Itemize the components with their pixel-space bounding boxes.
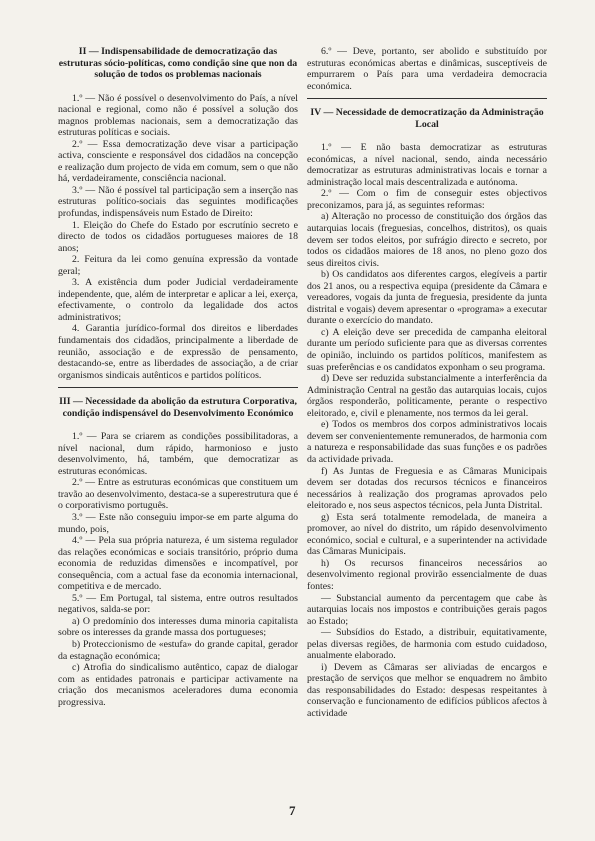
- paragraph: 1.º — Não é possível o desenvolvimento do País, a nível nacional e regional, como não é possível a solução dos magnos problemas nacionais, sem a democratização das estruturas políticas e sociais.: [58, 92, 298, 139]
- page-number: 7: [289, 803, 296, 818]
- section-heading-ii: II — Indispensabilidade de democratização das estruturas sócio-políticas, como condição sine que non da solução de todos os problemas nacionais: [58, 46, 298, 80]
- paragraph: 2.º — Essa democratização deve visar a participação activa, consciente e responsável dos cidadãos na concepção e realização dum projecto de vida em comum, sem o que não há, verdadeiramente, consciência nacional.: [58, 138, 298, 185]
- paragraph: b) Proteccionismo de «estufa» do grande capital, gerador da estagnação económica;: [58, 639, 298, 662]
- paragraph: 2.º — Com o fim de conseguir estes objectivos preconizamos, para já, as seguintes reformas:: [307, 188, 547, 211]
- paragraph: 1.º — Para se criarem as condições possibilitadoras, a nível nacional, dum rápido, harmonioso e justo desenvolvimento, há, também, que democratizar as estruturas económicas.: [58, 431, 298, 477]
- paragraph: 2.º — Entre as estruturas económicas que constituem um travão ao desenvolvimento, destaca-se a superestrutura que é o corporativismo português.: [58, 477, 298, 512]
- paragraph: 1.º — E não basta democratizar as estruturas económicas, a nível nacional, sendo, ainda necessário democratizar as estruturas administrativas locais e tornar a administração local mais descentralizada e autónoma.: [307, 142, 547, 188]
- paragraph: 1. Eleição do Chefe do Estado por escrutínio secreto e directo de todos os cidadãos portugueses maiores de 18 anos;: [58, 219, 298, 254]
- paragraph: a) Alteração no processo de constituição dos órgãos das autarquias locais (freguesias, concelhos, distritos), os quais devem ser todos eleitos, por sufrágio directo e secreto, por todos os cidadãos maiores de 18 anos, no pleno gozo dos seus direitos civis.: [307, 211, 547, 269]
- paragraph: h) Os recursos financeiros necessários ao desenvolvimento regional provirão essencialmente de duas fontes:: [307, 557, 547, 592]
- paragraph: d) Deve ser reduzida substancialmente a interferência da Administração Central na gestão das autarquias locais, cujos órgãos responderão, politicamente, perante o respectivo eleitorado, e, civil e plenamente, nos termos da lei geral.: [307, 373, 547, 419]
- paragraph: e) Todos os membros dos corpos administrativos locais devem ser convenientemente remunerados, de harmonia com a natureza e responsabilidade das suas funções e os padrões da actividade privada.: [307, 419, 547, 465]
- paragraph: — Subsídios do Estado, a distribuir, equitativamente, pelas diversas regiões, de harmonia com estudo cuidadoso, anualmente elaborado.: [307, 627, 547, 662]
- paragraph: b) Os candidatos aos diferentes cargos, elegíveis a partir dos 21 anos, ou a respectiva equipa (presidente da Câmara e vereadores, vogais da junta de freguesia, presidente da junta distrital e vogais) devem apresentar o «programa» a executar durante o exercício do mandato.: [307, 269, 547, 327]
- paragraph: — Substancial aumento da percentagem que cabe às autarquias locais nos impostos e contribuições gerais pagos ao Estado;: [307, 592, 547, 627]
- paragraph: 2. Feitura da lei como genuína expressão da vontade geral;: [58, 254, 298, 277]
- paragraph: 4.º — Pela sua própria natureza, é um sistema regulador das relações económicas e sociais transitório, próprio duma economia de reduzidas dimensões e incompatível, por consequência, com a actual fase da economia internacional, competitiva e de mercado.: [58, 535, 298, 593]
- left-column: [58, 46, 298, 708]
- paragraph: 5.º — Em Portugal, tal sistema, entre outros resultados negativos, saldа-se por:: [58, 592, 298, 616]
- paragraph: 3.º — Este não conseguiu impor-se em parte alguma do mundo, pois,: [58, 512, 298, 535]
- section-heading-iii: III — Necessidade da abolição da estrutura Corporativa, condição indispensável do Desenvolvimento Económico: [59, 396, 297, 419]
- paragraph: 6.º — Deve, portanto, ser abolido e substituído por estruturas económicas abertas e dinâmicas, susceptíveis de empurrarem o País para uma verdadeira democracia económica.: [307, 46, 547, 92]
- paragraph: 4. Garantia jurídico-formal dos direitos e liberdades fundamentais dos cidadãos, principalmente a liberdade de reunião, associação e de expressão de pensamento, destacando-se, entre as liberdades de associação, a de criar organismos sindicais autênticos e partidos políticos.: [58, 323, 298, 381]
- paragraph: 3.º — Não é possível tal participação sem a inserção nas estruturas político-sociais das seguintes modificações profundas, indispensáveis num Estado de Direito:: [58, 184, 298, 219]
- paragraph: a) O predomínio dos interesses duma minoria capitalista sobre os interesses da grande massa dos portugueses;: [58, 615, 298, 639]
- paragraph: c) A eleição deve ser precedida de campanha eleitoral durante um período suficiente para que as diversas correntes de opinião, incluindo os partidos políticos, manifestem as suas preferências e os candidatos exponham o seu programa.: [307, 326, 547, 373]
- paragraph: f) As Juntas de Freguesia e as Câmaras Municipais devem ser dotadas dos recursos técnicos e financeiros necessários à realização dos programas aprovados pelo eleitorado e, nos seus aspectos técnicos, pela Junta Distrital.: [307, 465, 547, 512]
- section-divider: [307, 98, 547, 99]
- section-heading-iv: IV — Necessidade de democratização da Administração Local: [310, 107, 544, 130]
- right-column: [307, 46, 547, 720]
- paragraph: i) Devem as Câmaras ser aliviadas de encargos e prestação de serviços que melhor se enquadrem no âmbito das responsabilidades do Estado: despesas respeitantes à conservação e funcionamento de edifícios públicos afectos à actividade: [307, 661, 547, 719]
- section-divider: [58, 387, 298, 388]
- paragraph: g) Esta será totalmente remodelada, de maneira a promover, ao nível do distrito, um rápido desenvolvimento económico, social e cultural, e a superintender na actividade das Câmaras Municipais.: [307, 511, 547, 558]
- paragraph: c) Atrofia do sindicalismo autêntico, capaz de dialogar com as entidades patronais e participar activamente na criação dos mecanismos aceleradores duma economia progressiva.: [58, 662, 298, 708]
- paragraph: 3. A existência dum poder Judicial verdadeiramente independente, que, além de interpretar e aplicar a lei, exerça, efectivamente, o controlo da legalidade dos actos administrativos;: [58, 277, 298, 323]
